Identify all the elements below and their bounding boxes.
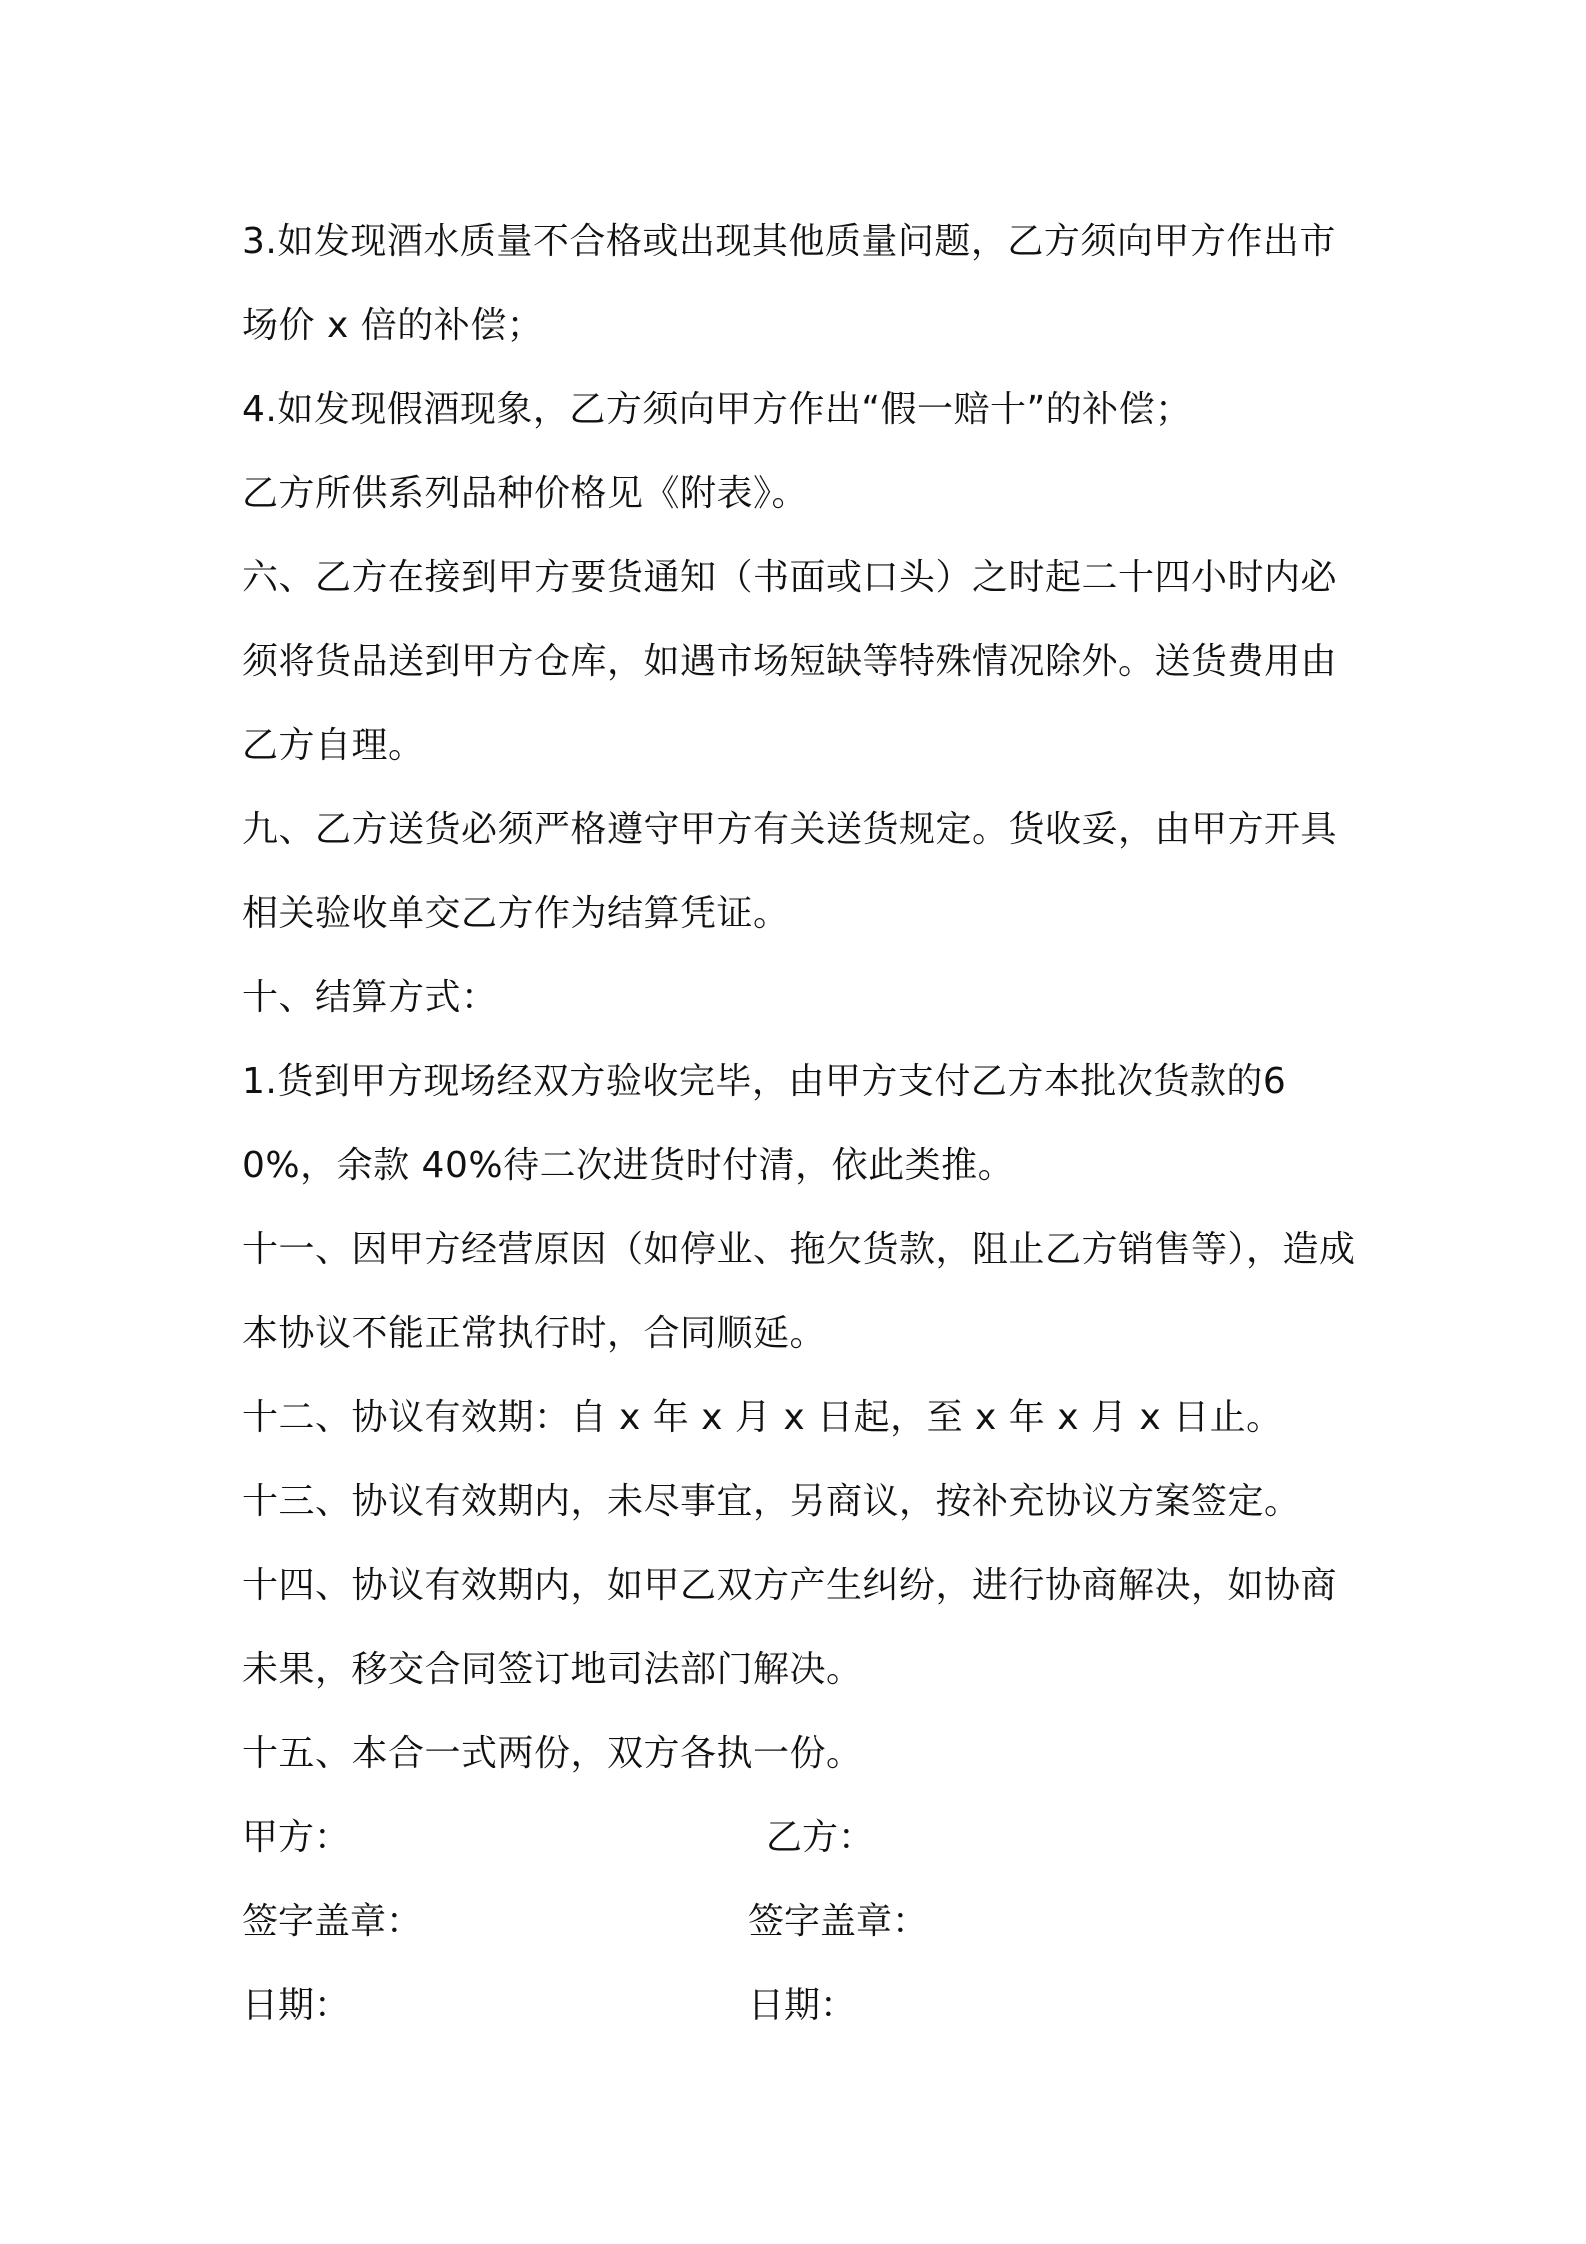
clause-13-supplement: 十三、协议有效期内，未尽事宜，另商议，按补充协议方案签定。 (242, 1481, 1301, 1522)
signature-row-party (242, 1796, 1362, 1880)
clause-10-settlement-heading: 十、结算方式： (242, 977, 498, 1018)
clause-10-item-1: 1.货到甲方现场经双方验收完毕，由甲方支付乙方本批次货款的60%，余款 40%待二次进货时付清，依此类推。 (242, 1061, 1287, 1186)
party-a-label: 甲方： (242, 1817, 351, 1858)
document-page (242, 200, 1362, 2048)
signature-row-seal (242, 1880, 1362, 1964)
price-list-note: 乙方所供系列品种价格见《附表》。 (242, 473, 809, 514)
clause-12-validity: 十二、协议有效期：自 x 年 x 月 x 日起，至 x 年 x 月 x 日止。 (242, 1397, 1283, 1438)
clause-15-copies: 十五、本合一式两份，双方各执一份。 (242, 1733, 863, 1774)
party-a-date-label: 日期： (242, 1985, 351, 2026)
party-b-date-label: 日期： (748, 1985, 857, 2026)
clause-3-quality: 3.如发现酒水质量不合格或出现其他质量问题，乙方须向甲方作出市场价 x 倍的补偿； (242, 221, 1336, 346)
party-a-seal-label: 签字盖章： (242, 1901, 423, 1942)
clause-14-disputes: 十四、协议有效期内，如甲乙双方产生纠纷，进行协商解决，如协商未果，移交合同签订地司法部门解决。 (242, 1565, 1338, 1690)
clause-4-counterfeit: 4.如发现假酒现象，乙方须向甲方作出“假一赔十”的补偿； (242, 389, 1192, 430)
clause-9-acceptance: 九、乙方送货必须严格遵守甲方有关送货规定。货收妥，由甲方开具相关验收单交乙方作为结算凭证。 (242, 809, 1338, 934)
party-b-label: 乙方： (766, 1817, 875, 1858)
clause-11-extension: 十一、因甲方经营原因（如停业、拖欠货款，阻止乙方销售等），造成本协议不能正常执行时，合同顺延。 (242, 1229, 1356, 1354)
signature-row-date (242, 1964, 1362, 2048)
clause-6-delivery: 六、乙方在接到甲方要货通知（书面或口头）之时起二十四小时内必须将货品送到甲方仓库，如遇市场短缺等特殊情况除外。送货费用由乙方自理。 (242, 557, 1338, 766)
party-b-seal-label: 签字盖章： (748, 1901, 929, 1942)
